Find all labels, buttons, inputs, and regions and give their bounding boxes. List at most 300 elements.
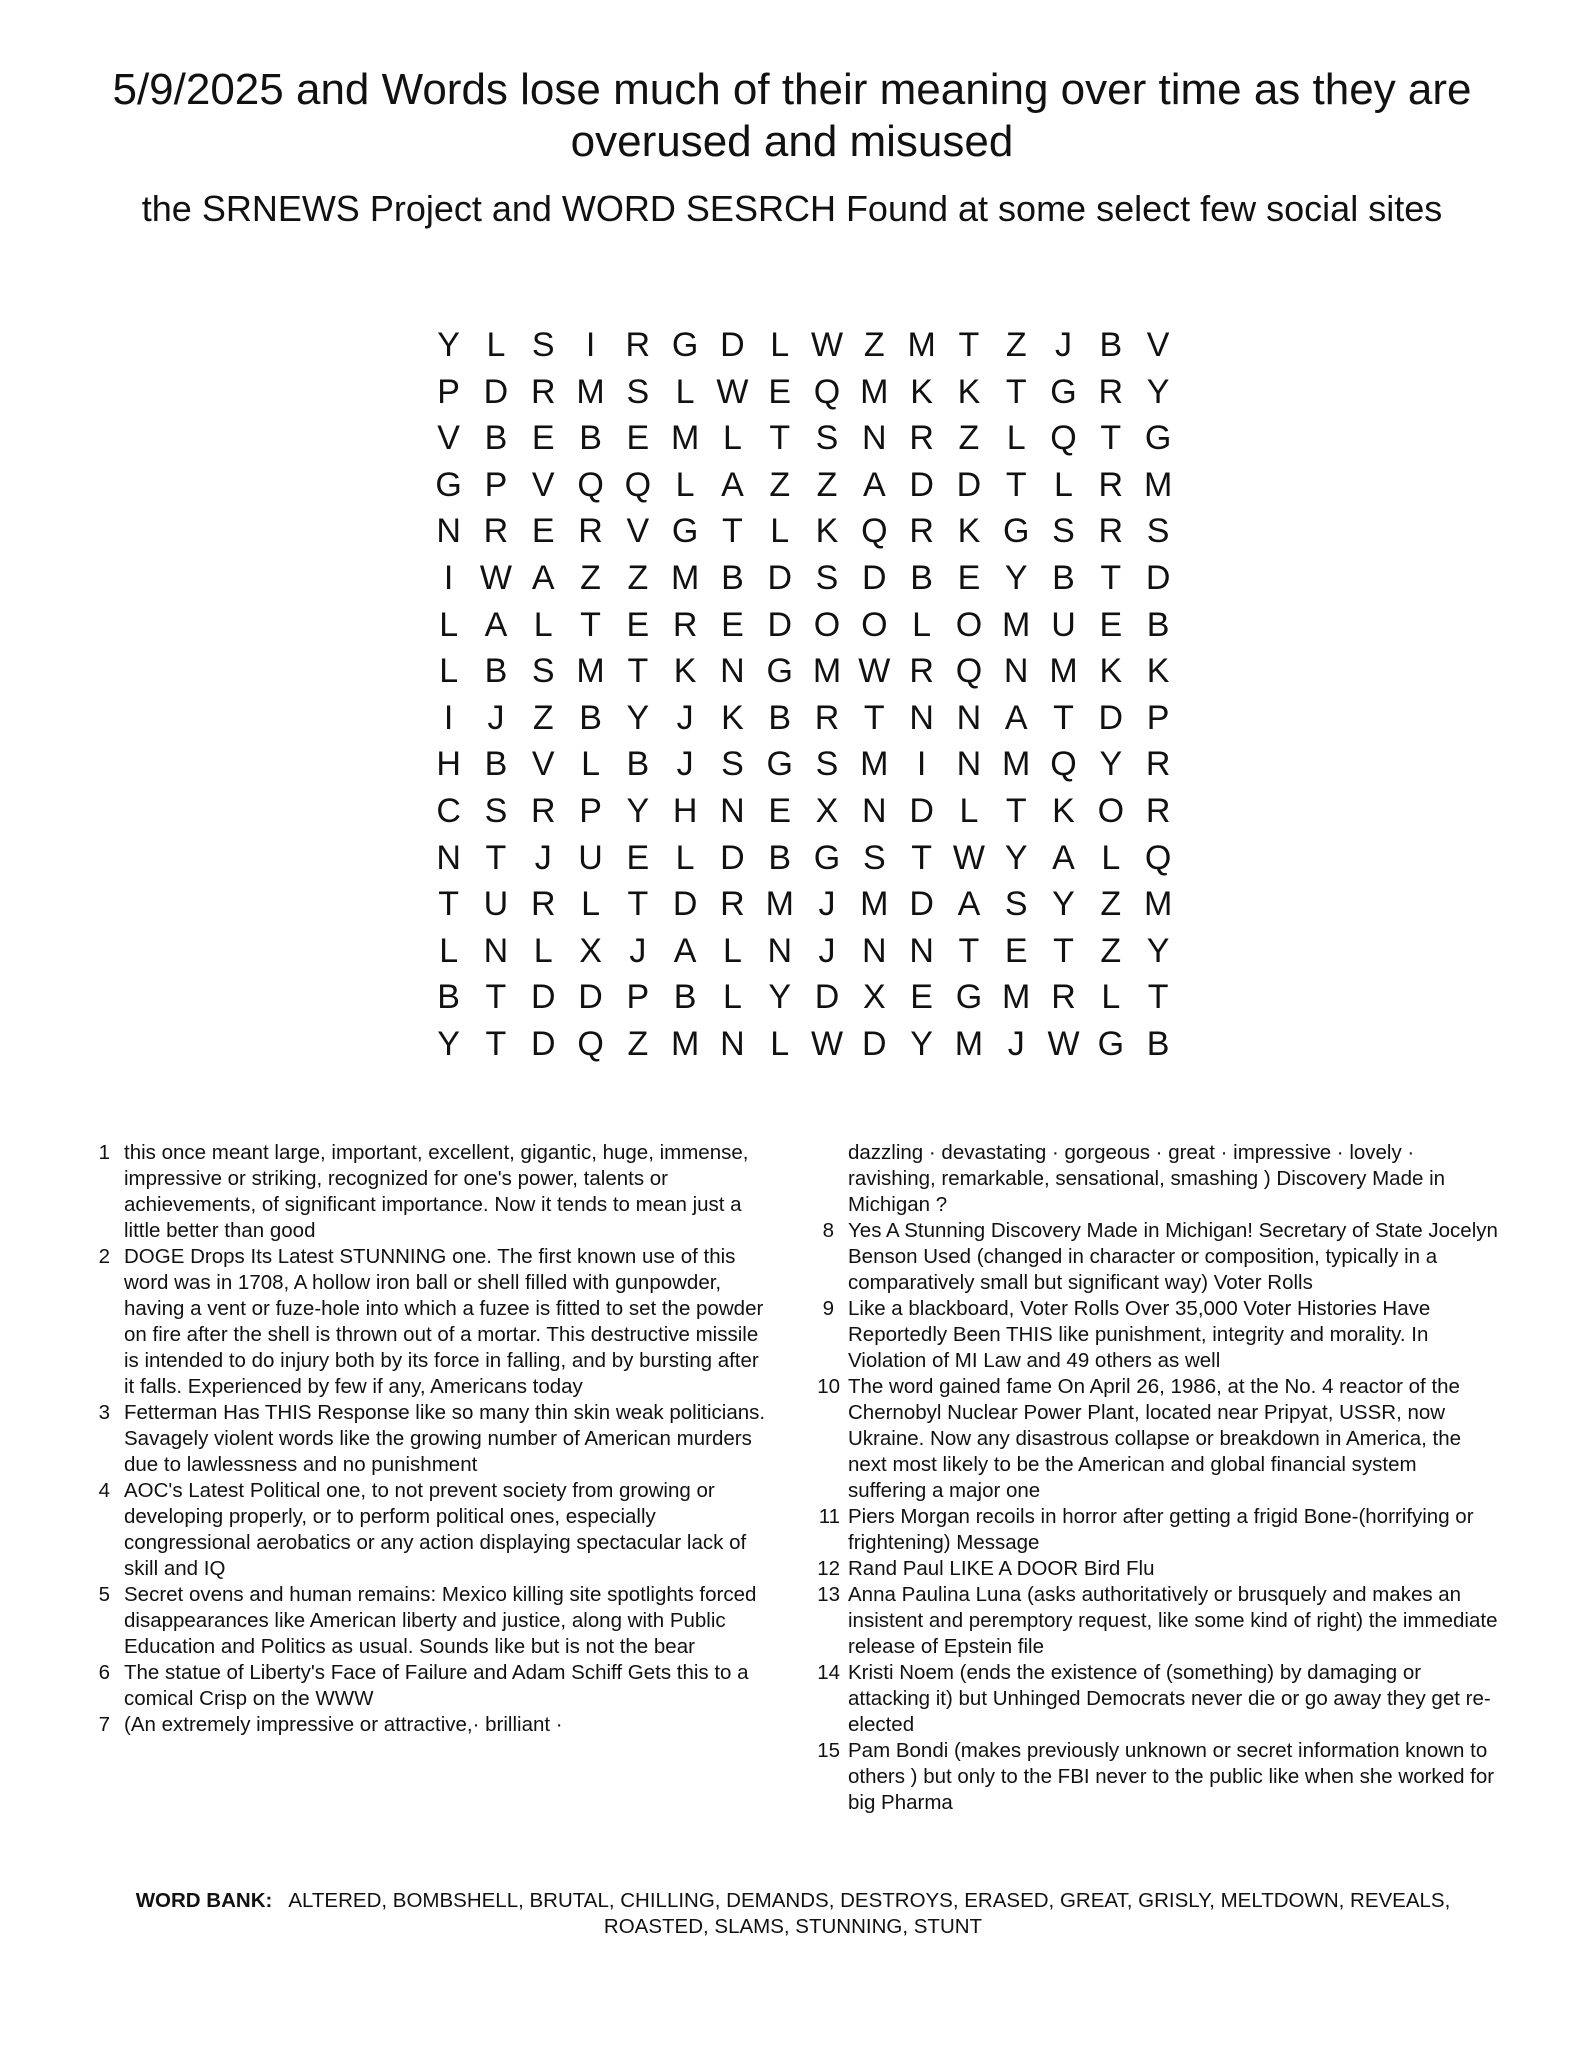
clue-item [810, 1738, 1500, 1816]
grid-letter[interactable]: M [670, 419, 700, 458]
clue-number: 9 [822, 1297, 834, 1320]
grid-letter[interactable]: X [579, 931, 602, 970]
grid-letter[interactable]: V [531, 745, 555, 784]
clue-number: 2 [98, 1245, 110, 1268]
grid-letter[interactable]: Y [626, 791, 650, 830]
grid-letter[interactable]: S [1004, 885, 1028, 924]
grid-letter[interactable]: N [909, 698, 934, 737]
grid-letter[interactable]: S [531, 326, 555, 364]
grid-letter[interactable]: M [954, 1024, 984, 1063]
grid-letter[interactable]: S [531, 652, 555, 691]
grid-letter[interactable]: A [957, 885, 981, 924]
grid-letter[interactable]: B [1146, 605, 1170, 644]
clue-number: 3 [98, 1401, 110, 1424]
grid-letter[interactable]: V [531, 465, 555, 504]
grid-letter[interactable]: T [438, 885, 460, 924]
grid-letter[interactable]: E [626, 419, 650, 458]
grid-letter[interactable]: B [484, 652, 508, 691]
grid-letter[interactable]: T [722, 512, 743, 551]
grid-letter[interactable]: Z [627, 558, 649, 597]
grid-letter[interactable]: Z [816, 465, 838, 504]
grid-letter[interactable]: T [580, 605, 601, 644]
grid-letter[interactable]: D [530, 978, 556, 1017]
grid-letter[interactable]: T [1053, 698, 1074, 737]
grid-letter[interactable]: N [862, 419, 887, 458]
grid-letter[interactable]: B [579, 698, 602, 737]
grid-letter[interactable]: L [439, 605, 459, 644]
grid-letter[interactable]: N [956, 698, 982, 737]
grid-letter[interactable]: B [673, 978, 697, 1017]
grid-letter[interactable]: D [862, 1024, 887, 1063]
clue-text: AOC's Latest Political one, to not prevent society from growing or developing properly, or to perform political ones, especially congressional aerobatics or any action displaying spectacular lack of skill and IQ [124, 1479, 747, 1580]
grid-letter[interactable]: A [1052, 838, 1075, 877]
grid-letter[interactable]: G [766, 745, 793, 784]
grid-letter[interactable]: O [955, 605, 983, 644]
grid-letter[interactable]: G [1144, 419, 1172, 458]
grid-letter[interactable]: B [1146, 1024, 1170, 1063]
grid-letter[interactable]: K [957, 512, 981, 551]
grid-letter[interactable]: Q [577, 465, 604, 504]
grid-letter[interactable]: Y [1146, 372, 1170, 411]
grid-letter[interactable]: M [860, 885, 889, 924]
grid-letter[interactable]: Q [861, 512, 888, 551]
grid-letter[interactable]: Q [577, 1024, 604, 1063]
grid-letter[interactable]: R [1051, 978, 1076, 1017]
clue-item [810, 1374, 1500, 1504]
grid-letter[interactable]: B [768, 838, 792, 877]
grid-letter[interactable]: J [534, 838, 552, 877]
grid-letter[interactable]: M [1002, 978, 1031, 1017]
clue-number: 1 [98, 1141, 110, 1164]
grid-letter[interactable]: D [1098, 698, 1124, 737]
grid-letter[interactable]: B [626, 745, 650, 784]
grid-letter[interactable]: Y [437, 326, 460, 364]
grid-letter[interactable]: S [484, 791, 508, 830]
grid-letter[interactable]: K [1146, 652, 1170, 691]
grid-letter[interactable]: N [862, 791, 887, 830]
clue-text: The word gained fame On April 26, 1986, at the No. 4 reactor of the Chernobyl Nuclear Power Plant, located near Pripyat, USSR, now Ukraine. Now any disastrous collapse or breakdown in America, the next most likely to be the American and global financial system suffering a major one [848, 1375, 1462, 1502]
grid-letter[interactable]: M [670, 558, 700, 597]
grid-letter[interactable]: B [768, 698, 792, 737]
grid-letter[interactable]: R [530, 885, 556, 924]
grid-letter[interactable]: M [812, 652, 842, 691]
clue-number: 11 [818, 1505, 840, 1528]
grid-letter[interactable]: S [1146, 512, 1170, 551]
grid-letter[interactable]: R [483, 512, 509, 551]
grid-letter[interactable]: O [1097, 791, 1125, 830]
grid-letter[interactable]: D [862, 558, 887, 597]
grid-letter[interactable]: Q [624, 465, 652, 504]
grid-letter[interactable]: M [1143, 885, 1173, 924]
grid-letter[interactable]: Z [769, 465, 791, 504]
grid-letter[interactable]: T [911, 838, 932, 877]
grid-letter[interactable]: Q [1050, 419, 1077, 458]
grid-letter[interactable]: N [720, 652, 745, 691]
clue-item [810, 1218, 1500, 1296]
grid-letter[interactable]: L [675, 372, 695, 411]
grid-letter[interactable]: S [815, 558, 839, 597]
clue-item [86, 1400, 766, 1478]
grid-letter[interactable]: I [916, 745, 927, 784]
grid-letter[interactable]: D [483, 372, 509, 411]
grid-letter[interactable]: D [909, 465, 934, 504]
grid-letter[interactable]: E [531, 419, 555, 458]
grid-letter[interactable]: Y [1004, 838, 1028, 877]
grid-letter[interactable]: T [1053, 931, 1074, 970]
grid-letter[interactable]: C [436, 791, 461, 830]
grid-letter[interactable]: M [1143, 465, 1173, 504]
grid-letter[interactable]: R [814, 698, 840, 737]
grid-letter[interactable]: L [439, 931, 459, 970]
grid-letter[interactable]: T [485, 838, 507, 877]
grid-letter[interactable]: X [862, 978, 886, 1017]
grid-letter[interactable]: J [1055, 326, 1072, 364]
grid-letter[interactable]: R [530, 791, 556, 830]
grid-letter[interactable]: A [1004, 698, 1028, 737]
grid-letter[interactable]: D [767, 558, 792, 597]
grid-letter[interactable]: Q [813, 372, 841, 411]
grid-letter[interactable]: R [1145, 791, 1171, 830]
grid-letter[interactable]: Y [768, 978, 792, 1017]
grid-letter[interactable]: S [815, 419, 839, 458]
grid-letter[interactable]: D [909, 791, 934, 830]
grid-letter[interactable]: K [1099, 652, 1123, 691]
grid-letter[interactable]: L [486, 326, 506, 364]
grid-letter[interactable]: G [671, 512, 699, 551]
grid-letter[interactable]: Q [1144, 838, 1172, 877]
grid-letter[interactable]: L [959, 791, 979, 830]
grid-letter[interactable]: T [769, 419, 791, 458]
grid-letter[interactable]: Z [1100, 885, 1122, 924]
grid-letter[interactable]: L [722, 931, 742, 970]
clue-item [86, 1478, 766, 1582]
grid-letter[interactable]: L [1101, 978, 1121, 1017]
grid-letter[interactable]: K [673, 652, 697, 691]
grid-letter[interactable]: I [585, 326, 596, 364]
grid-letter[interactable]: R [530, 372, 556, 411]
clue-list-right [810, 1140, 1500, 1816]
grid-letter[interactable]: P [484, 465, 508, 504]
grid-letter[interactable]: T [627, 885, 649, 924]
grid-letter[interactable]: Z [532, 698, 554, 737]
grid-letter[interactable]: G [435, 465, 462, 504]
clue-text: Like a blackboard, Voter Rolls Over 35,000 Voter Histories Have Reportedly Been THIS like punishment, integrity and morality. In Violation of MI Law and 49 others as well [848, 1297, 1431, 1372]
clue-text: Pam Bondi (makes previously unknown or secret information known to others ) but only to the FBI never to the public like when she worked for big Pharma [848, 1739, 1495, 1814]
grid-letter[interactable]: Y [910, 1024, 933, 1063]
grid-letter[interactable]: E [721, 605, 744, 644]
grid-letter[interactable]: M [576, 652, 605, 691]
clue-text: (An extremely impressive or attractive,· brilliant · [124, 1713, 563, 1736]
grid-letter[interactable]: N [436, 838, 461, 877]
clue-item [86, 1660, 766, 1712]
grid-letter[interactable]: B [1052, 558, 1075, 597]
grid-letter[interactable]: G [1002, 512, 1030, 551]
grid-letter[interactable]: L [1006, 419, 1026, 458]
grid-letter[interactable]: J [629, 931, 647, 970]
clue-item [810, 1660, 1500, 1738]
grid-letter[interactable]: U [483, 885, 509, 924]
grid-letter[interactable]: L [439, 652, 459, 691]
clue-item [86, 1140, 766, 1244]
grid-letter[interactable]: T [863, 698, 885, 737]
grid-letter[interactable]: M [576, 372, 605, 411]
grid-letter[interactable]: A [484, 605, 508, 644]
grid-letter[interactable]: D [814, 978, 840, 1017]
clue-number: 10 [817, 1375, 840, 1398]
grid-letter[interactable]: E [531, 512, 555, 551]
grid-letter[interactable]: D [530, 1024, 556, 1063]
grid-letter[interactable]: D [909, 885, 934, 924]
grid-letter[interactable]: N [436, 512, 461, 551]
grid-letter[interactable]: T [485, 978, 507, 1017]
grid-letter[interactable]: J [818, 931, 836, 970]
grid-letter[interactable]: Z [958, 419, 980, 458]
grid-letter[interactable]: B [579, 419, 602, 458]
clue-number: 13 [817, 1583, 840, 1606]
grid-letter[interactable]: M [1002, 605, 1031, 644]
grid-letter[interactable]: W [1047, 1024, 1080, 1063]
clue-text: Yes A Stunning Discovery Made in Michigan! Secretary of State Jocelyn Benson Used (changed in character or composition, typically in a comparatively small but significant way) Voter Rolls [848, 1219, 1498, 1294]
page-title: 5/9/2025 and Words lose much of their meaning over time as they are overused and misused [112, 65, 1472, 166]
grid-letter[interactable]: R [625, 326, 651, 364]
grid-letter[interactable]: T [1005, 465, 1027, 504]
grid-letter[interactable]: Z [863, 326, 885, 364]
grid-letter[interactable]: P [1146, 698, 1170, 737]
grid-letter[interactable]: B [484, 419, 508, 458]
grid-letter[interactable]: L [722, 978, 742, 1017]
grid-letter[interactable]: Y [437, 1024, 460, 1063]
grid-letter[interactable]: A [862, 465, 886, 504]
grid-letter[interactable]: W [810, 326, 844, 364]
grid-letter[interactable]: T [1100, 558, 1122, 597]
grid-letter[interactable]: M [907, 326, 936, 364]
grid-letter[interactable]: E [1004, 931, 1028, 970]
grid-letter[interactable]: G [955, 978, 983, 1017]
grid-letter[interactable]: Z [1005, 326, 1027, 364]
grid-letter[interactable]: B [1099, 326, 1123, 364]
grid-letter[interactable]: G [671, 326, 699, 364]
clue-number: 5 [98, 1583, 110, 1606]
grid-letter[interactable]: R [672, 605, 698, 644]
clue-item [810, 1504, 1500, 1556]
clue-item [810, 1582, 1500, 1660]
grid-letter[interactable]: L [675, 838, 695, 877]
clue-text: The statue of Liberty's Face of Failure and Adam Schiff Gets this to a comical Crisp on the WWW [124, 1661, 749, 1710]
grid-letter[interactable]: D [578, 978, 603, 1017]
word-bank-words: ALTERED, BOMBSHELL, BRUTAL, CHILLING, DEMANDS, DESTROYS, ERASED, GREAT, GRISLY, MELTDOWN, REVEALS, ROASTED, SLAMS, STUNNING, STUNT [288, 1889, 1451, 1938]
grid-letter[interactable]: D [1145, 558, 1171, 597]
grid-letter[interactable]: N [862, 931, 887, 970]
grid-letter[interactable]: Y [1052, 885, 1075, 924]
grid-letter[interactable]: R [578, 512, 603, 551]
grid-letter[interactable]: S [815, 745, 839, 784]
clue-number: 14 [817, 1661, 840, 1684]
grid-letter[interactable]: L [722, 419, 742, 458]
grid-letter[interactable]: K [721, 698, 744, 737]
grid-letter[interactable]: N [720, 791, 745, 830]
grid-letter[interactable]: G [1097, 1024, 1125, 1063]
grid-letter[interactable]: W [479, 558, 512, 597]
grid-letter[interactable]: N [720, 1024, 745, 1063]
grid-letter[interactable]: O [861, 605, 888, 644]
grid-letter[interactable]: B [437, 978, 460, 1017]
grid-letter[interactable]: T [1100, 419, 1122, 458]
grid-letter[interactable]: Z [1100, 931, 1122, 970]
grid-letter[interactable]: T [1005, 791, 1027, 830]
grid-letter[interactable]: Y [626, 698, 650, 737]
grid-letter[interactable]: N [909, 931, 934, 970]
grid-letter[interactable]: R [720, 885, 745, 924]
grid-letter[interactable]: U [1051, 605, 1076, 644]
grid-letter[interactable]: T [958, 326, 980, 364]
grid-letter[interactable]: M [765, 885, 794, 924]
grid-letter[interactable]: Q [1050, 745, 1077, 784]
grid-letter[interactable]: B [721, 558, 744, 597]
grid-letter[interactable]: L [533, 931, 553, 970]
grid-letter[interactable]: M [1049, 652, 1078, 691]
clue-text: this once meant large, important, excellent, gigantic, huge, immense, impressive or striking, recognized for one's power, talents or achievements, of significant importance. Now it tends to mean just a little better than good [124, 1141, 749, 1242]
grid-letter[interactable]: E [910, 978, 933, 1017]
grid-letter[interactable]: J [676, 698, 694, 737]
grid-letter[interactable]: Q [955, 652, 983, 691]
grid-letter[interactable]: S [626, 372, 650, 411]
grid-letter[interactable]: W [858, 652, 891, 691]
clue-text: Piers Morgan recoils in horror after getting a frigid Bone-(horrifying or frightening) Message [848, 1505, 1474, 1554]
clue-number: 6 [98, 1661, 110, 1684]
grid-letter[interactable]: E [1099, 605, 1123, 644]
grid-letter[interactable]: E [626, 605, 650, 644]
grid-letter[interactable]: B [910, 558, 933, 597]
grid-letter[interactable]: T [627, 652, 649, 691]
grid-letter[interactable]: S [721, 745, 744, 784]
grid-letter[interactable]: Z [580, 558, 601, 597]
grid-letter[interactable]: L [1101, 838, 1121, 877]
clue-list-left [86, 1140, 766, 1738]
grid-letter[interactable]: M [670, 1024, 700, 1063]
grid-letter[interactable]: A [721, 465, 744, 504]
grid-letter[interactable]: R [1098, 465, 1124, 504]
clue-text: Secret ovens and human remains: Mexico killing site spotlights forced disappearances like American liberty and justice, along with Public Education and Politics as usual. Sounds like but is not the bear [124, 1583, 757, 1658]
page-subtitle: the SRNEWS Project and WORD SESRCH Found at some select few social sites [141, 188, 1443, 229]
grid-letter[interactable]: D [956, 465, 982, 504]
grid-letter[interactable]: U [578, 838, 603, 877]
grid-letter[interactable]: M [1002, 745, 1031, 784]
grid-letter[interactable]: R [1145, 745, 1171, 784]
grid-letter[interactable]: T [485, 1024, 507, 1063]
grid-letter[interactable]: Y [1146, 931, 1170, 970]
grid-letter[interactable]: L [912, 605, 932, 644]
grid-letter[interactable]: J [1007, 1024, 1025, 1063]
word-bank-label: WORD BANK: [135, 1889, 273, 1912]
clue-number: 7 [98, 1713, 110, 1736]
grid-letter[interactable]: D [672, 885, 698, 924]
grid-letter[interactable]: V [1146, 326, 1170, 364]
grid-letter[interactable]: N [1003, 652, 1029, 691]
grid-letter[interactable]: Y [1004, 558, 1028, 597]
grid-letter[interactable]: P [626, 978, 650, 1017]
grid-letter[interactable]: T [1005, 372, 1027, 411]
grid-letter[interactable]: H [436, 745, 461, 784]
grid-letter[interactable]: E [957, 558, 981, 597]
grid-letter[interactable]: H [672, 791, 698, 830]
grid-letter[interactable]: M [860, 372, 889, 411]
clue-number: 15 [817, 1739, 840, 1762]
grid-letter[interactable]: E [768, 791, 792, 830]
grid-letter[interactable]: T [958, 931, 980, 970]
grid-letter[interactable]: G [813, 838, 841, 877]
grid-letter[interactable]: J [818, 885, 836, 924]
grid-letter[interactable]: D [767, 605, 792, 644]
grid-letter[interactable]: T [1147, 978, 1169, 1017]
clue-item [86, 1582, 766, 1660]
grid-letter[interactable]: A [673, 931, 697, 970]
grid-letter[interactable]: R [909, 512, 934, 551]
grid-letter[interactable]: W [716, 372, 749, 411]
grid-letter[interactable]: Y [1099, 745, 1123, 784]
grid-letter[interactable]: L [1054, 465, 1073, 504]
grid-letter[interactable]: V [626, 512, 650, 551]
grid-letter[interactable]: J [676, 745, 694, 784]
grid-letter[interactable]: Z [627, 1024, 649, 1063]
grid-letter[interactable]: L [770, 1024, 790, 1063]
clue-text: Rand Paul LIKE A DOOR Bird Flu [848, 1557, 1155, 1580]
grid-letter[interactable]: L [770, 326, 790, 364]
grid-letter[interactable]: N [956, 745, 982, 784]
grid-letter[interactable]: D [720, 838, 745, 877]
grid-letter[interactable]: I [443, 558, 454, 597]
word-search-grid [425, 322, 1182, 1068]
grid-letter[interactable]: I [443, 698, 454, 737]
grid-letter[interactable]: V [437, 419, 460, 458]
grid-letter[interactable]: E [626, 838, 650, 877]
grid-letter[interactable]: M [860, 745, 889, 784]
grid-letter[interactable]: K [910, 372, 933, 411]
grid-letter[interactable]: B [484, 745, 508, 784]
grid-letter[interactable]: E [768, 372, 792, 411]
grid-letter[interactable]: R [909, 652, 934, 691]
grid-letter[interactable]: D [720, 326, 745, 364]
grid-letter[interactable]: L [675, 465, 695, 504]
grid-letter[interactable]: S [862, 838, 886, 877]
grid-letter[interactable]: G [1050, 372, 1077, 411]
grid-letter[interactable]: G [766, 652, 793, 691]
grid-letter[interactable]: P [579, 791, 602, 830]
grid-letter[interactable]: W [810, 1024, 844, 1063]
grid-letter[interactable]: L [581, 885, 600, 924]
clue-text: DOGE Drops Its Latest STUNNING one. The first known use of this word was in 1708, A hollow iron ball or shell filled with gunpowder, having a vent or fuze-hole into which a fuzee is fitted to set the powder on fire after the shell is thrown out of a mortar. This destructive missile is intended to do injury both by its force in falling, and by bursting after it falls. Experienced by few if any, Americans today [124, 1245, 764, 1398]
grid-letter[interactable]: N [767, 931, 792, 970]
grid-letter[interactable]: K [1052, 791, 1075, 830]
grid-letter[interactable]: X [815, 791, 839, 830]
grid-letter[interactable]: L [533, 605, 553, 644]
grid-letter[interactable]: P [437, 372, 460, 411]
grid-letter[interactable]: O [813, 605, 841, 644]
clue-7-continued: dazzling · devastating · gorgeous · great · impressive · lovely · ravishing, remarkable, sensational, smashing ) Discovery Made in Michigan ? [848, 1141, 1446, 1216]
grid-letter[interactable]: K [815, 512, 839, 551]
grid-letter[interactable]: R [1098, 512, 1124, 551]
grid-letter[interactable]: W [952, 838, 985, 877]
word-bank [86, 1888, 1500, 1940]
grid-letter[interactable]: J [487, 698, 505, 737]
grid-letter[interactable]: L [581, 745, 600, 784]
grid-letter[interactable]: L [770, 512, 790, 551]
grid-letter[interactable]: K [957, 372, 981, 411]
grid-letter[interactable]: S [1052, 512, 1075, 551]
grid-letter[interactable]: R [1098, 372, 1124, 411]
grid-letter[interactable]: R [909, 419, 934, 458]
grid-letter[interactable]: A [531, 558, 555, 597]
grid-letter[interactable]: N [483, 931, 509, 970]
